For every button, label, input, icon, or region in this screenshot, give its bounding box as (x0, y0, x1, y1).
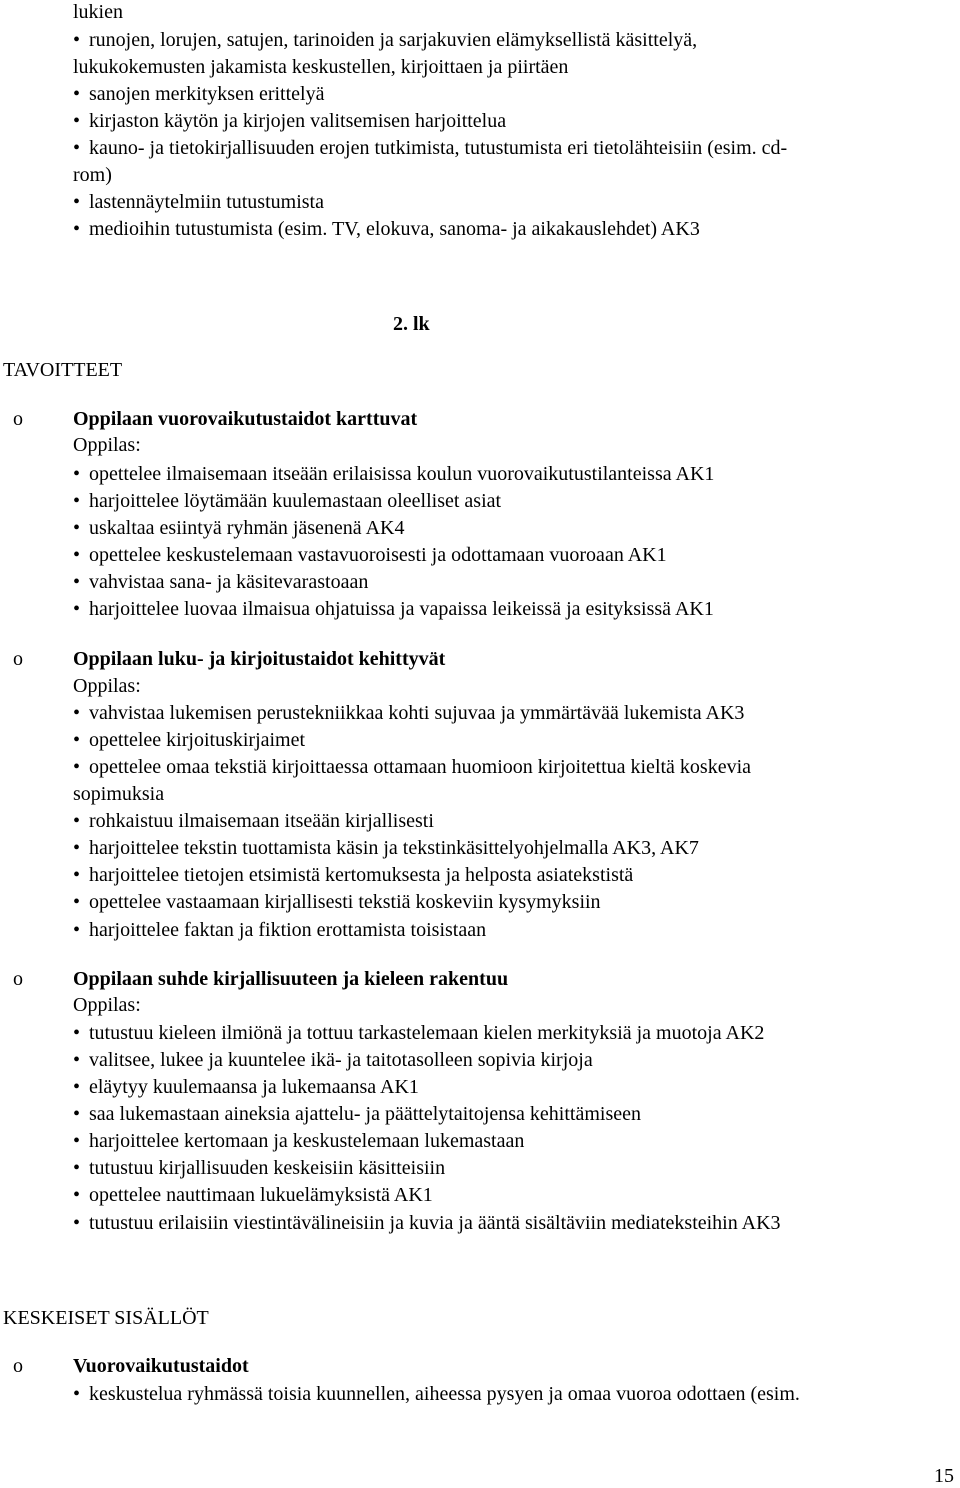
list-item: • runojen, lorujen, satujen, tarinoiden ja sarjakuvien elämyksellistä käsittelyä, (73, 29, 698, 51)
bullet-icon: • (73, 517, 81, 539)
goals-heading: TAVOITTEET (3, 359, 123, 381)
list-item: • lastennäytelmiin tutustumista (73, 191, 324, 213)
continuation-text: lukien (73, 1, 123, 23)
bullet-icon: • (73, 919, 81, 941)
bullet-icon: • (73, 1383, 81, 1405)
list-item: rom) (73, 164, 112, 186)
section-title: Vuorovaikutustaidot (73, 1355, 249, 1377)
section-marker: o (13, 1355, 23, 1377)
list-item: • tutustuu erilaisiin viestintävälineisiin ja kuvia ja ääntä sisältäviin mediateksteihin AK3 (73, 1212, 781, 1234)
list-item: • kauno- ja tietokirjallisuuden erojen tutkimista, tutustumista eri tietolähteisiin (esim. cd- (73, 137, 788, 159)
bullet-icon: • (73, 1022, 81, 1044)
list-item: • harjoittelee tietojen etsimistä kertomuksesta ja helposta asiatekstistä (73, 864, 634, 886)
list-item: • opettelee nauttimaan lukuelämyksistä AK1 (73, 1184, 433, 1206)
grade-heading: 2. lk (393, 313, 430, 335)
list-item: • opettelee omaa tekstiä kirjoittaessa ottamaan huomioon kirjoitettua kieltä koskevia (73, 756, 752, 778)
goal-subject: Oppilas: (73, 434, 141, 456)
bullet-icon: • (73, 1157, 81, 1179)
list-item: • harjoittelee kertomaan ja keskustelemaan lukemastaan (73, 1130, 525, 1152)
bullet-icon: • (73, 1076, 81, 1098)
list-item: • opettelee keskustelemaan vastavuoroisesti ja odottamaan vuoroaan AK1 (73, 544, 667, 566)
list-item: • tutustuu kieleen ilmiönä ja tottuu tarkastelemaan kielen merkityksiä ja muotoja AK2 (73, 1022, 765, 1044)
bullet-icon: • (73, 729, 81, 751)
bullet-icon: • (73, 29, 81, 51)
goal-title: Oppilaan luku- ja kirjoitustaidot kehittyvät (73, 648, 446, 670)
goal-title: Oppilaan vuorovaikutustaidot karttuvat (73, 408, 418, 430)
bullet-icon: • (73, 83, 81, 105)
bullet-icon: • (73, 218, 81, 240)
bullet-icon: • (73, 1103, 81, 1125)
bullet-icon: • (73, 544, 81, 566)
bullet-icon: • (73, 891, 81, 913)
bullet-icon: • (73, 1212, 81, 1234)
list-item: • tutustuu kirjallisuuden keskeisiin käsitteisiin (73, 1157, 446, 1179)
list-item: • opettelee vastaamaan kirjallisesti tekstiä koskeviin kysymyksiin (73, 891, 601, 913)
content-heading: KESKEISET SISÄLLÖT (3, 1307, 209, 1329)
bullet-icon: • (73, 864, 81, 886)
bullet-icon: • (73, 571, 81, 593)
goal-subject: Oppilas: (73, 675, 141, 697)
bullet-icon: • (73, 490, 81, 512)
bullet-icon: • (73, 702, 81, 724)
list-item: • rohkaistuu ilmaisemaan itseään kirjallisesti (73, 810, 434, 832)
list-item: • saa lukemastaan aineksia ajattelu- ja päättelytaitojensa kehittämiseen (73, 1103, 641, 1125)
bullet-icon: • (73, 756, 81, 778)
bullet-icon: • (73, 191, 81, 213)
list-item: • sanojen merkityksen erittelyä (73, 83, 325, 105)
list-item: • kirjaston käytön ja kirjojen valitsemisen harjoittelua (73, 110, 507, 132)
goal-marker: o (13, 648, 23, 670)
list-item: • harjoittelee tekstin tuottamista käsin ja tekstinkäsittelyohjelmalla AK3, AK7 (73, 837, 699, 859)
bullet-icon: • (73, 810, 81, 832)
goal-marker: o (13, 968, 23, 990)
goal-subject: Oppilas: (73, 994, 141, 1016)
bullet-icon: • (73, 463, 81, 485)
list-item: • harjoittelee luovaa ilmaisua ohjatuissa ja vapaissa leikeissä ja esityksissä AK1 (73, 598, 714, 620)
bullet-icon: • (73, 1130, 81, 1152)
page-number: 15 (934, 1465, 954, 1487)
bullet-icon: • (73, 598, 81, 620)
list-item: lukukokemusten jakamista keskustellen, kirjoittaen ja piirtäen (73, 56, 569, 78)
list-item: • harjoittelee löytämään kuulemastaan oleelliset asiat (73, 490, 502, 512)
goal-marker: o (13, 408, 23, 430)
list-item: • keskustelua ryhmässä toisia kuunnellen, aiheessa pysyen ja omaa vuoroa odottaen (esim. (73, 1383, 800, 1405)
bullet-icon: • (73, 837, 81, 859)
list-item: • uskaltaa esiintyä ryhmän jäsenenä AK4 (73, 517, 405, 539)
list-item: sopimuksia (73, 783, 165, 805)
list-item: • opettelee kirjoituskirjaimet (73, 729, 306, 751)
bullet-icon: • (73, 1184, 81, 1206)
list-item: • eläytyy kuulemaansa ja lukemaansa AK1 (73, 1076, 419, 1098)
list-item: • vahvistaa lukemisen perustekniikkaa kohti sujuvaa ja ymmärtävää lukemista AK3 (73, 702, 745, 724)
list-item: • opettelee ilmaisemaan itseään erilaisissa koulun vuorovaikutustilanteissa AK1 (73, 463, 715, 485)
bullet-icon: • (73, 110, 81, 132)
list-item: • vahvistaa sana- ja käsitevarastoaan (73, 571, 369, 593)
goal-title: Oppilaan suhde kirjallisuuteen ja kieleen rakentuu (73, 968, 509, 990)
list-item: • medioihin tutustumista (esim. TV, elokuva, sanoma- ja aikakauslehdet) AK3 (73, 218, 700, 240)
bullet-icon: • (73, 1049, 81, 1071)
list-item: • valitsee, lukee ja kuuntelee ikä- ja taitotasolleen sopivia kirjoja (73, 1049, 593, 1071)
bullet-icon: • (73, 137, 81, 159)
list-item: • harjoittelee faktan ja fiktion erottamista toisistaan (73, 919, 487, 941)
